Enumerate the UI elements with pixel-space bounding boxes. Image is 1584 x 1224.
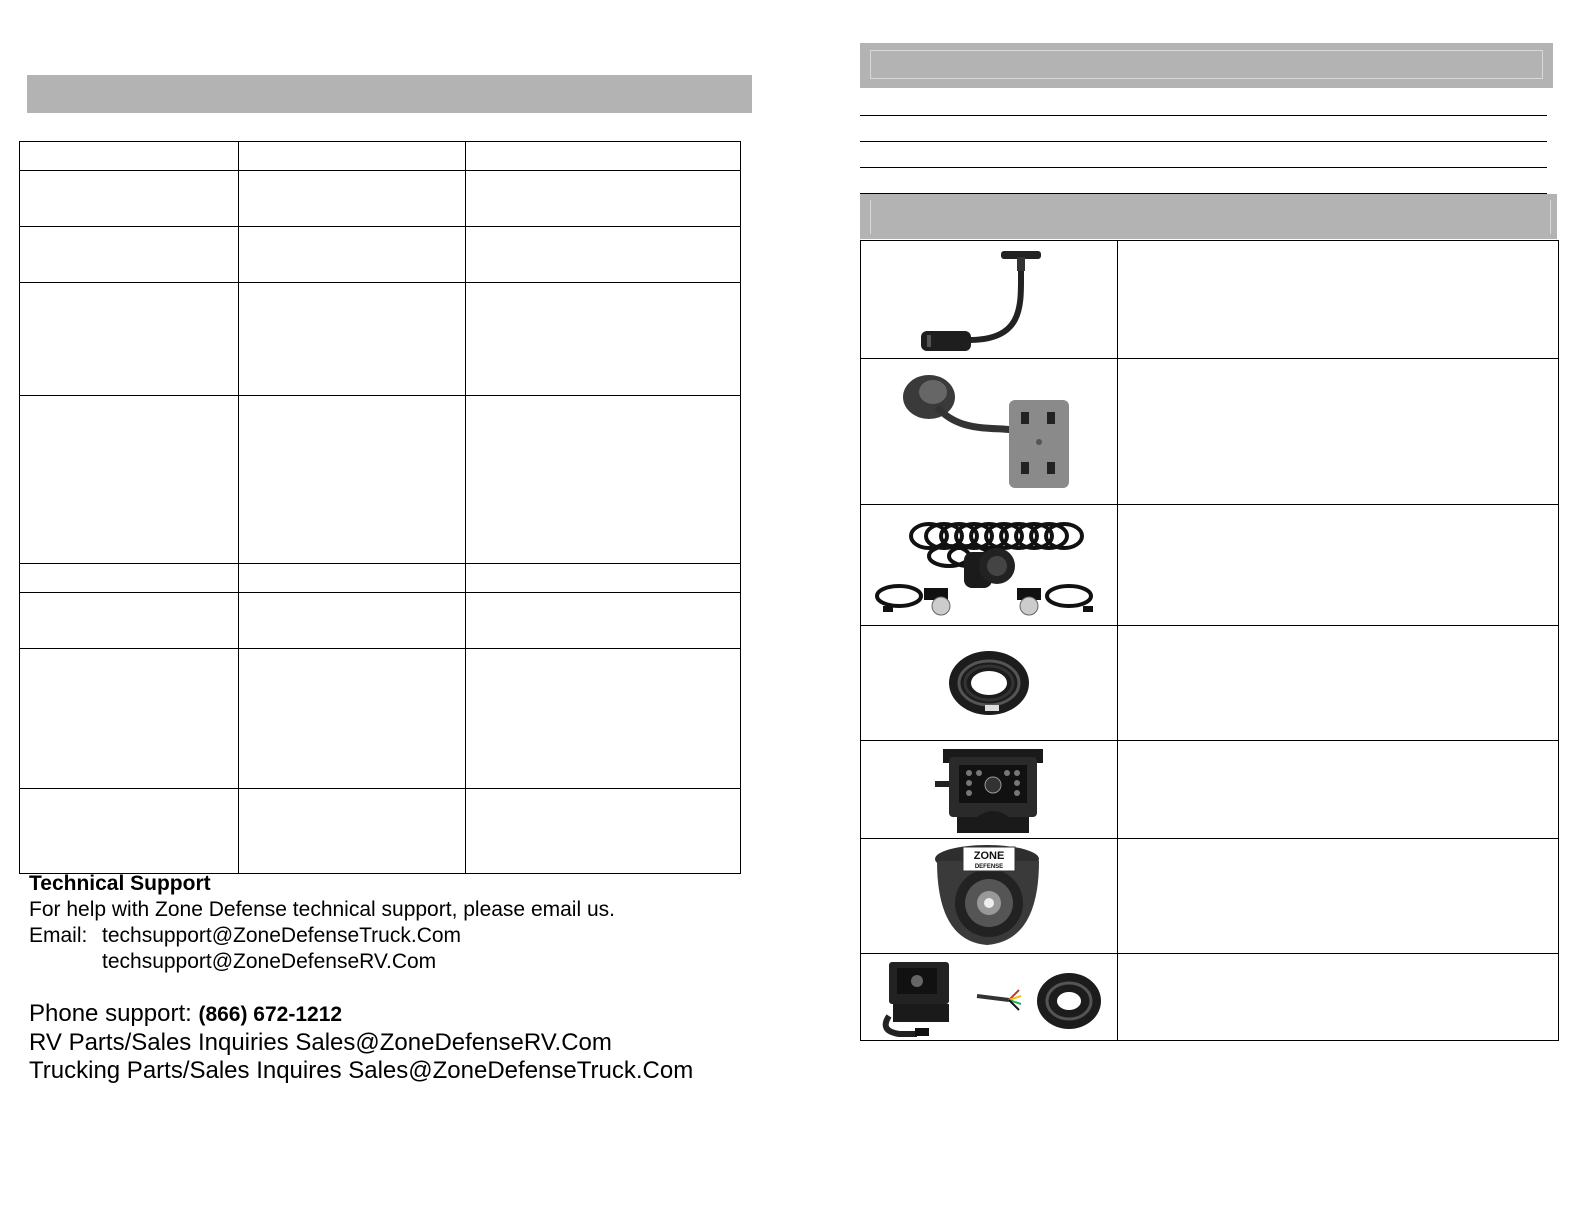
accessories-table <box>860 240 1559 1041</box>
divider <box>860 141 1547 142</box>
table-row <box>20 396 741 564</box>
truck-support-email-link[interactable]: techsupport@ZoneDefenseTruck.Com <box>102 924 462 947</box>
dome-logo-text: ZONE <box>973 850 1005 862</box>
suction-cup-mount-icon <box>889 362 1089 502</box>
table-row <box>20 283 741 396</box>
email-row-1 <box>29 923 749 949</box>
table-row <box>861 241 1559 359</box>
table-row <box>861 954 1559 1041</box>
phone-number[interactable]: (866) 672-1212 <box>198 1003 343 1026</box>
extension-cable-reel-icon <box>939 643 1039 723</box>
camera-kit-icon <box>869 956 1109 1038</box>
table-row <box>861 626 1559 741</box>
phone-support <box>29 1000 749 1029</box>
dome-camera-icon <box>929 841 1049 951</box>
accessories-header-bar <box>860 194 1557 239</box>
rv-support-email-link[interactable]: techsupport@ZoneDefenseRV.Com <box>102 950 437 973</box>
troubleshooting-header-bar <box>27 75 752 113</box>
support-title: Technical Support <box>29 872 211 895</box>
email-label: Email: <box>29 924 88 947</box>
table-row <box>861 741 1559 839</box>
backup-camera-icon <box>929 743 1049 837</box>
support-intro: For help with Zone Defense technical support, please email us. <box>29 898 615 921</box>
technical-support-section <box>29 871 749 1085</box>
table-row <box>20 142 741 171</box>
table-row <box>20 227 741 283</box>
rv-sales-inquiries[interactable]: RV Parts/Sales Inquiries Sales@ZoneDefenseRV.Com <box>29 1029 612 1056</box>
table-row <box>861 359 1559 505</box>
table-row <box>20 649 741 789</box>
divider <box>860 115 1547 116</box>
table-row <box>20 593 741 649</box>
truck-sales-inquiries[interactable]: Trucking Parts/Sales Inquires Sales@ZoneDefenseTruck.Com <box>29 1057 694 1084</box>
dome-logo-subtext: DEFENSE <box>974 864 1004 870</box>
email-row-2 <box>29 949 749 975</box>
phone-label: Phone support: <box>29 1000 199 1027</box>
table-row <box>861 505 1559 626</box>
table-row <box>20 171 741 227</box>
troubleshooting-table <box>19 141 741 874</box>
table-row <box>861 839 1559 954</box>
divider <box>860 167 1547 168</box>
specifications-header-bar <box>860 43 1553 88</box>
table-row <box>20 564 741 593</box>
coiled-trailer-cable-icon <box>869 508 1109 623</box>
table-row <box>20 789 741 874</box>
gooseneck-mount-icon <box>899 245 1079 355</box>
